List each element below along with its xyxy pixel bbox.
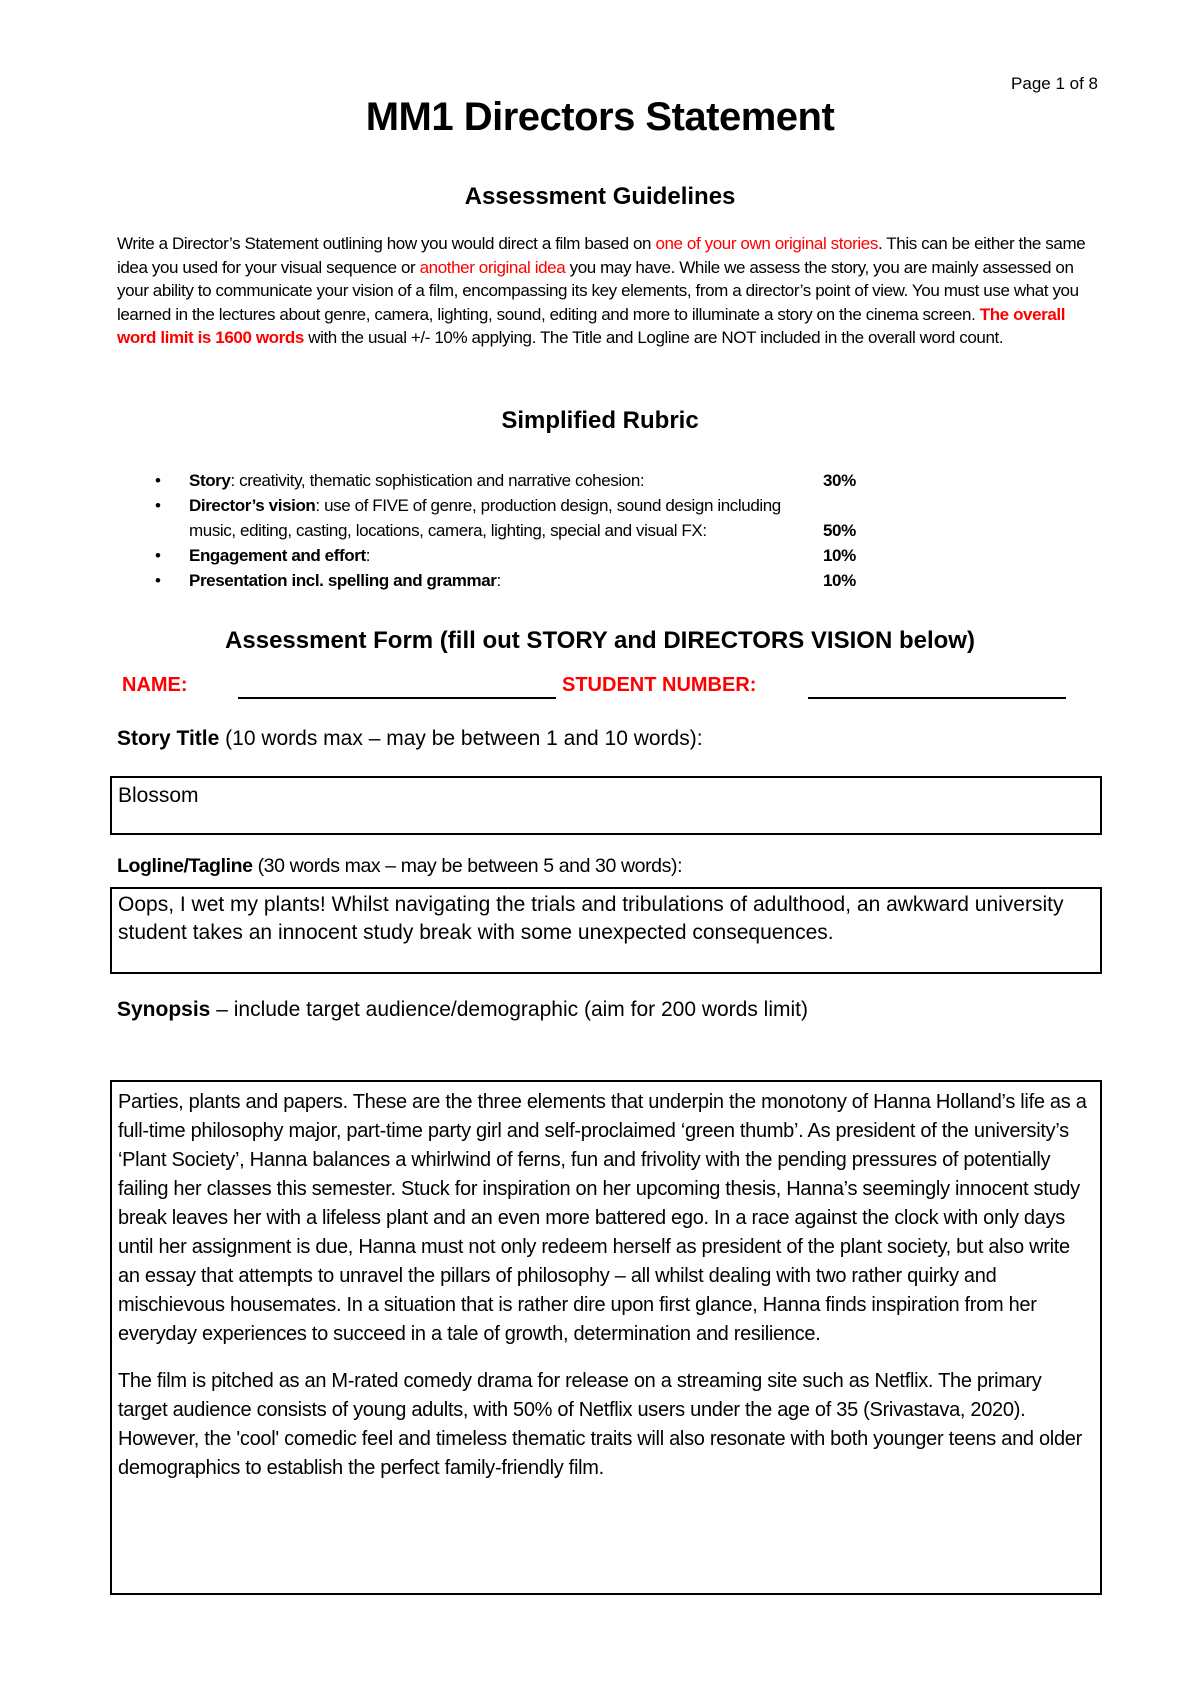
synopsis-paragraph-2: The film is pitched as an M-rated comedy drama for release on a streaming site such as Netflix. The primary target audience consists of young adults, with 50% of Netflix users under the age of 35 (Srivastava, 2020). However, the 'cool' comedic feel and timeless thematic traits will also resonate with both younger teens and older demographics to establish the perfect family-friendly film.: [118, 1370, 1082, 1479]
rubric-item-percent: 50%: [823, 521, 856, 540]
rubric-item-label: Engagement and effort: [189, 546, 366, 565]
rubric-list: [155, 468, 899, 593]
synopsis-text: [112, 1082, 1100, 1483]
logline-value: Oops, I wet my plants! Whilst navigating the trials and tribulations of adulthood, an awkward university student takes an innocent study break with some unexpected consequences.: [118, 893, 1064, 944]
student-number-field-line[interactable]: [808, 697, 1066, 699]
synopsis-paragraph-1: Parties, plants and papers. These are the three elements that underpin the monotony of Hanna Holland’s life as a full-time philosophy major, part-time party girl and self-proclaimed ‘green thumb’. As president of the university’s ‘Plant Society’, Hanna balances a whirlwind of ferns, fun and frivolity with the pending pressures of potentially failing her classes this semester. Stuck for inspiration on her upcoming thesis, Hanna’s seemingly innocent study break leaves her with a lifeless plant and an even more battered ego. In a race against the clock with only days until her assignment is due, Hanna must not only redeem herself as president of the plant society, but also write an essay that attempts to unravel the pillars of philosophy – all whilst dealing with two rather quirky and mischievous housemates. In a situation that is rather dire upon first glance, Hanna finds inspiration from her everyday experiences to succeed in a tale of growth, determination and resilience.: [118, 1091, 1087, 1345]
rubric-item-story: [155, 468, 899, 493]
synopsis-label: Synopsis – include target audience/demographic (aim for 200 words limit): [117, 998, 809, 1021]
rubric-item-percent: 10%: [823, 571, 856, 590]
page-number: Page 1 of 8: [1011, 74, 1098, 93]
story-title-box[interactable]: [110, 776, 1102, 835]
guidelines-text: [117, 232, 1087, 350]
guidelines-heading: Assessment Guidelines: [464, 183, 736, 210]
story-title-label: Story Title (10 words max – may be between 1 and 10 words):: [117, 727, 703, 750]
rubric-item-percent: 30%: [823, 471, 856, 490]
rubric-item-desc: : use of FIVE of genre, production design, sound design including music, editing, casting, locations, camera, lighting, special and visual FX:: [189, 496, 781, 540]
guidelines-part-4: with the usual +/- 10% applying. The Title and Logline are NOT included in the overall word count.: [303, 328, 1004, 347]
rubric-item-label: Story: [189, 471, 231, 490]
rubric-item-desc: :: [365, 546, 371, 565]
guidelines-highlight-original-stories: one of your own original stories: [655, 234, 878, 253]
rubric-item-presentation: [155, 568, 899, 593]
logline-label: Logline/Tagline (30 words max – may be between 5 and 30 words):: [117, 855, 683, 877]
rubric-item-label: Presentation incl. spelling and grammar: [189, 571, 497, 590]
name-field-line[interactable]: [238, 697, 556, 699]
assessment-form-heading: Assessment Form (fill out STORY and DIRECTORS VISION below): [225, 627, 975, 654]
document-title: MM1 Directors Statement: [365, 95, 835, 139]
guidelines-part-2: . This can be either the same idea you used for your visual sequence or: [117, 234, 1086, 277]
guidelines-part-3: you may have. While we assess the story, you are mainly assessed on your ability to communicate your vision of a film, encompassing its key elements, from a director’s point of view. You must use what you learned in the lectures about genre, camera, lighting, sound, editing and more to illuminate a story on the cinema screen.: [117, 257, 1079, 324]
rubric-item-desc: : creativity, thematic sophistication and narrative cohesion:: [230, 471, 645, 490]
name-label: NAME:: [122, 674, 188, 696]
rubric-item-percent: 10%: [823, 546, 856, 565]
synopsis-box[interactable]: [110, 1080, 1102, 1595]
student-number-label: STUDENT NUMBER:: [562, 674, 757, 696]
guidelines-part-1: Write a Director’s Statement outlining how you would direct a film based on: [117, 234, 656, 253]
guidelines-word-limit: The overall word limit is 1600 words: [117, 304, 1066, 347]
rubric-heading: Simplified Rubric: [501, 407, 699, 434]
logline-box[interactable]: [110, 887, 1102, 974]
story-title-value: Blossom: [118, 784, 199, 807]
rubric-item-directors-vision: [155, 493, 899, 543]
rubric-item-label: Director’s vision: [189, 496, 316, 515]
rubric-item-engagement: [155, 543, 899, 568]
rubric-item-desc: :: [496, 571, 501, 590]
guidelines-highlight-original-idea: another original idea: [419, 257, 566, 277]
